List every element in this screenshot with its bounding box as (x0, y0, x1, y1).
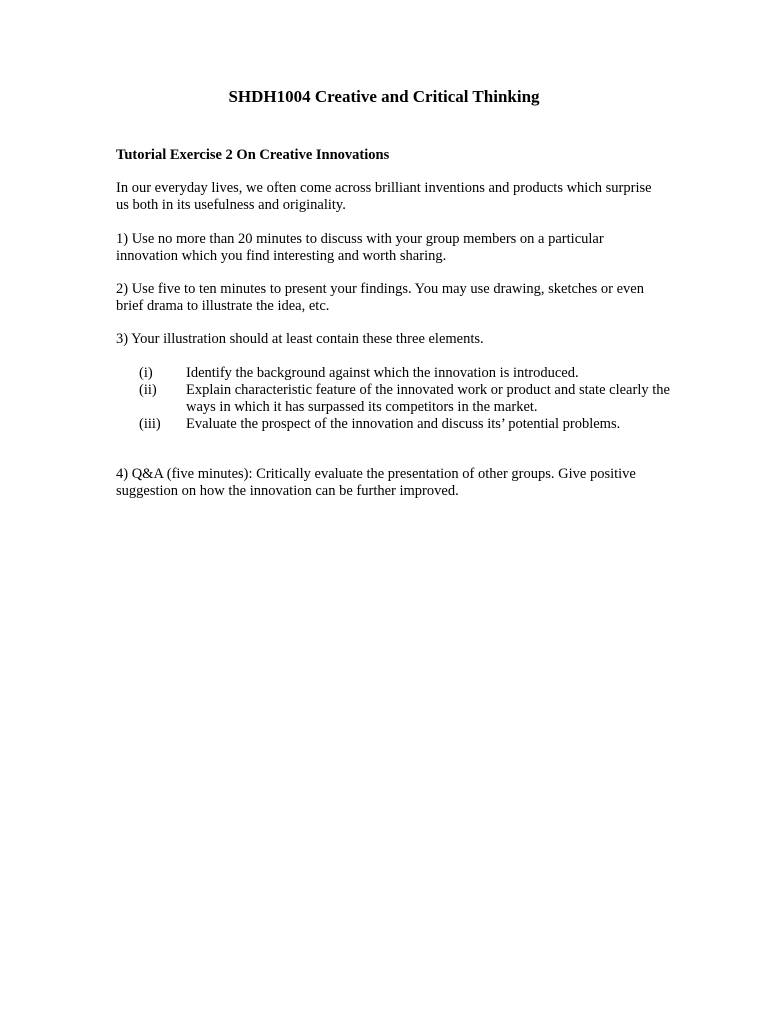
exercise-heading: Tutorial Exercise 2 On Creative Innovations (116, 147, 390, 163)
list-item-text: Identify the background against which the innovation is introduced. (186, 365, 579, 381)
instruction-2: 2) Use five to ten minutes to present your findings. You may use drawing, sketches or even brief drama to illustrate the idea, etc. (116, 281, 644, 314)
list-item-text: Explain characteristic feature of the innovated work or product and state clearly the ways in which it has surpassed its competitors in the market. (186, 382, 670, 415)
list-item (139, 365, 679, 382)
instruction-1: 1) Use no more than 20 minutes to discuss with your group members on a particular innovation which you find interesting and worth sharing. (116, 231, 604, 264)
list-item (139, 382, 679, 416)
intro-paragraph: In our everyday lives, we often come across brilliant inventions and products which surprise us both in its usefulness and originality. (116, 180, 652, 213)
list-item-marker: (i) (139, 365, 153, 381)
list-item-marker: (iii) (139, 416, 161, 432)
elements-list (139, 365, 679, 433)
document-title: SHDH1004 Creative and Critical Thinking (228, 87, 540, 106)
instruction-4: 4) Q&A (five minutes): Critically evaluate the presentation of other groups. Give positive suggestion on how the innovation can be further improved. (116, 466, 636, 499)
list-item-marker: (ii) (139, 382, 157, 398)
instruction-3: 3) Your illustration should at least contain these three elements. (116, 331, 484, 347)
list-item (139, 416, 679, 433)
list-item-text: Evaluate the prospect of the innovation and discuss its’ potential problems. (186, 416, 621, 432)
